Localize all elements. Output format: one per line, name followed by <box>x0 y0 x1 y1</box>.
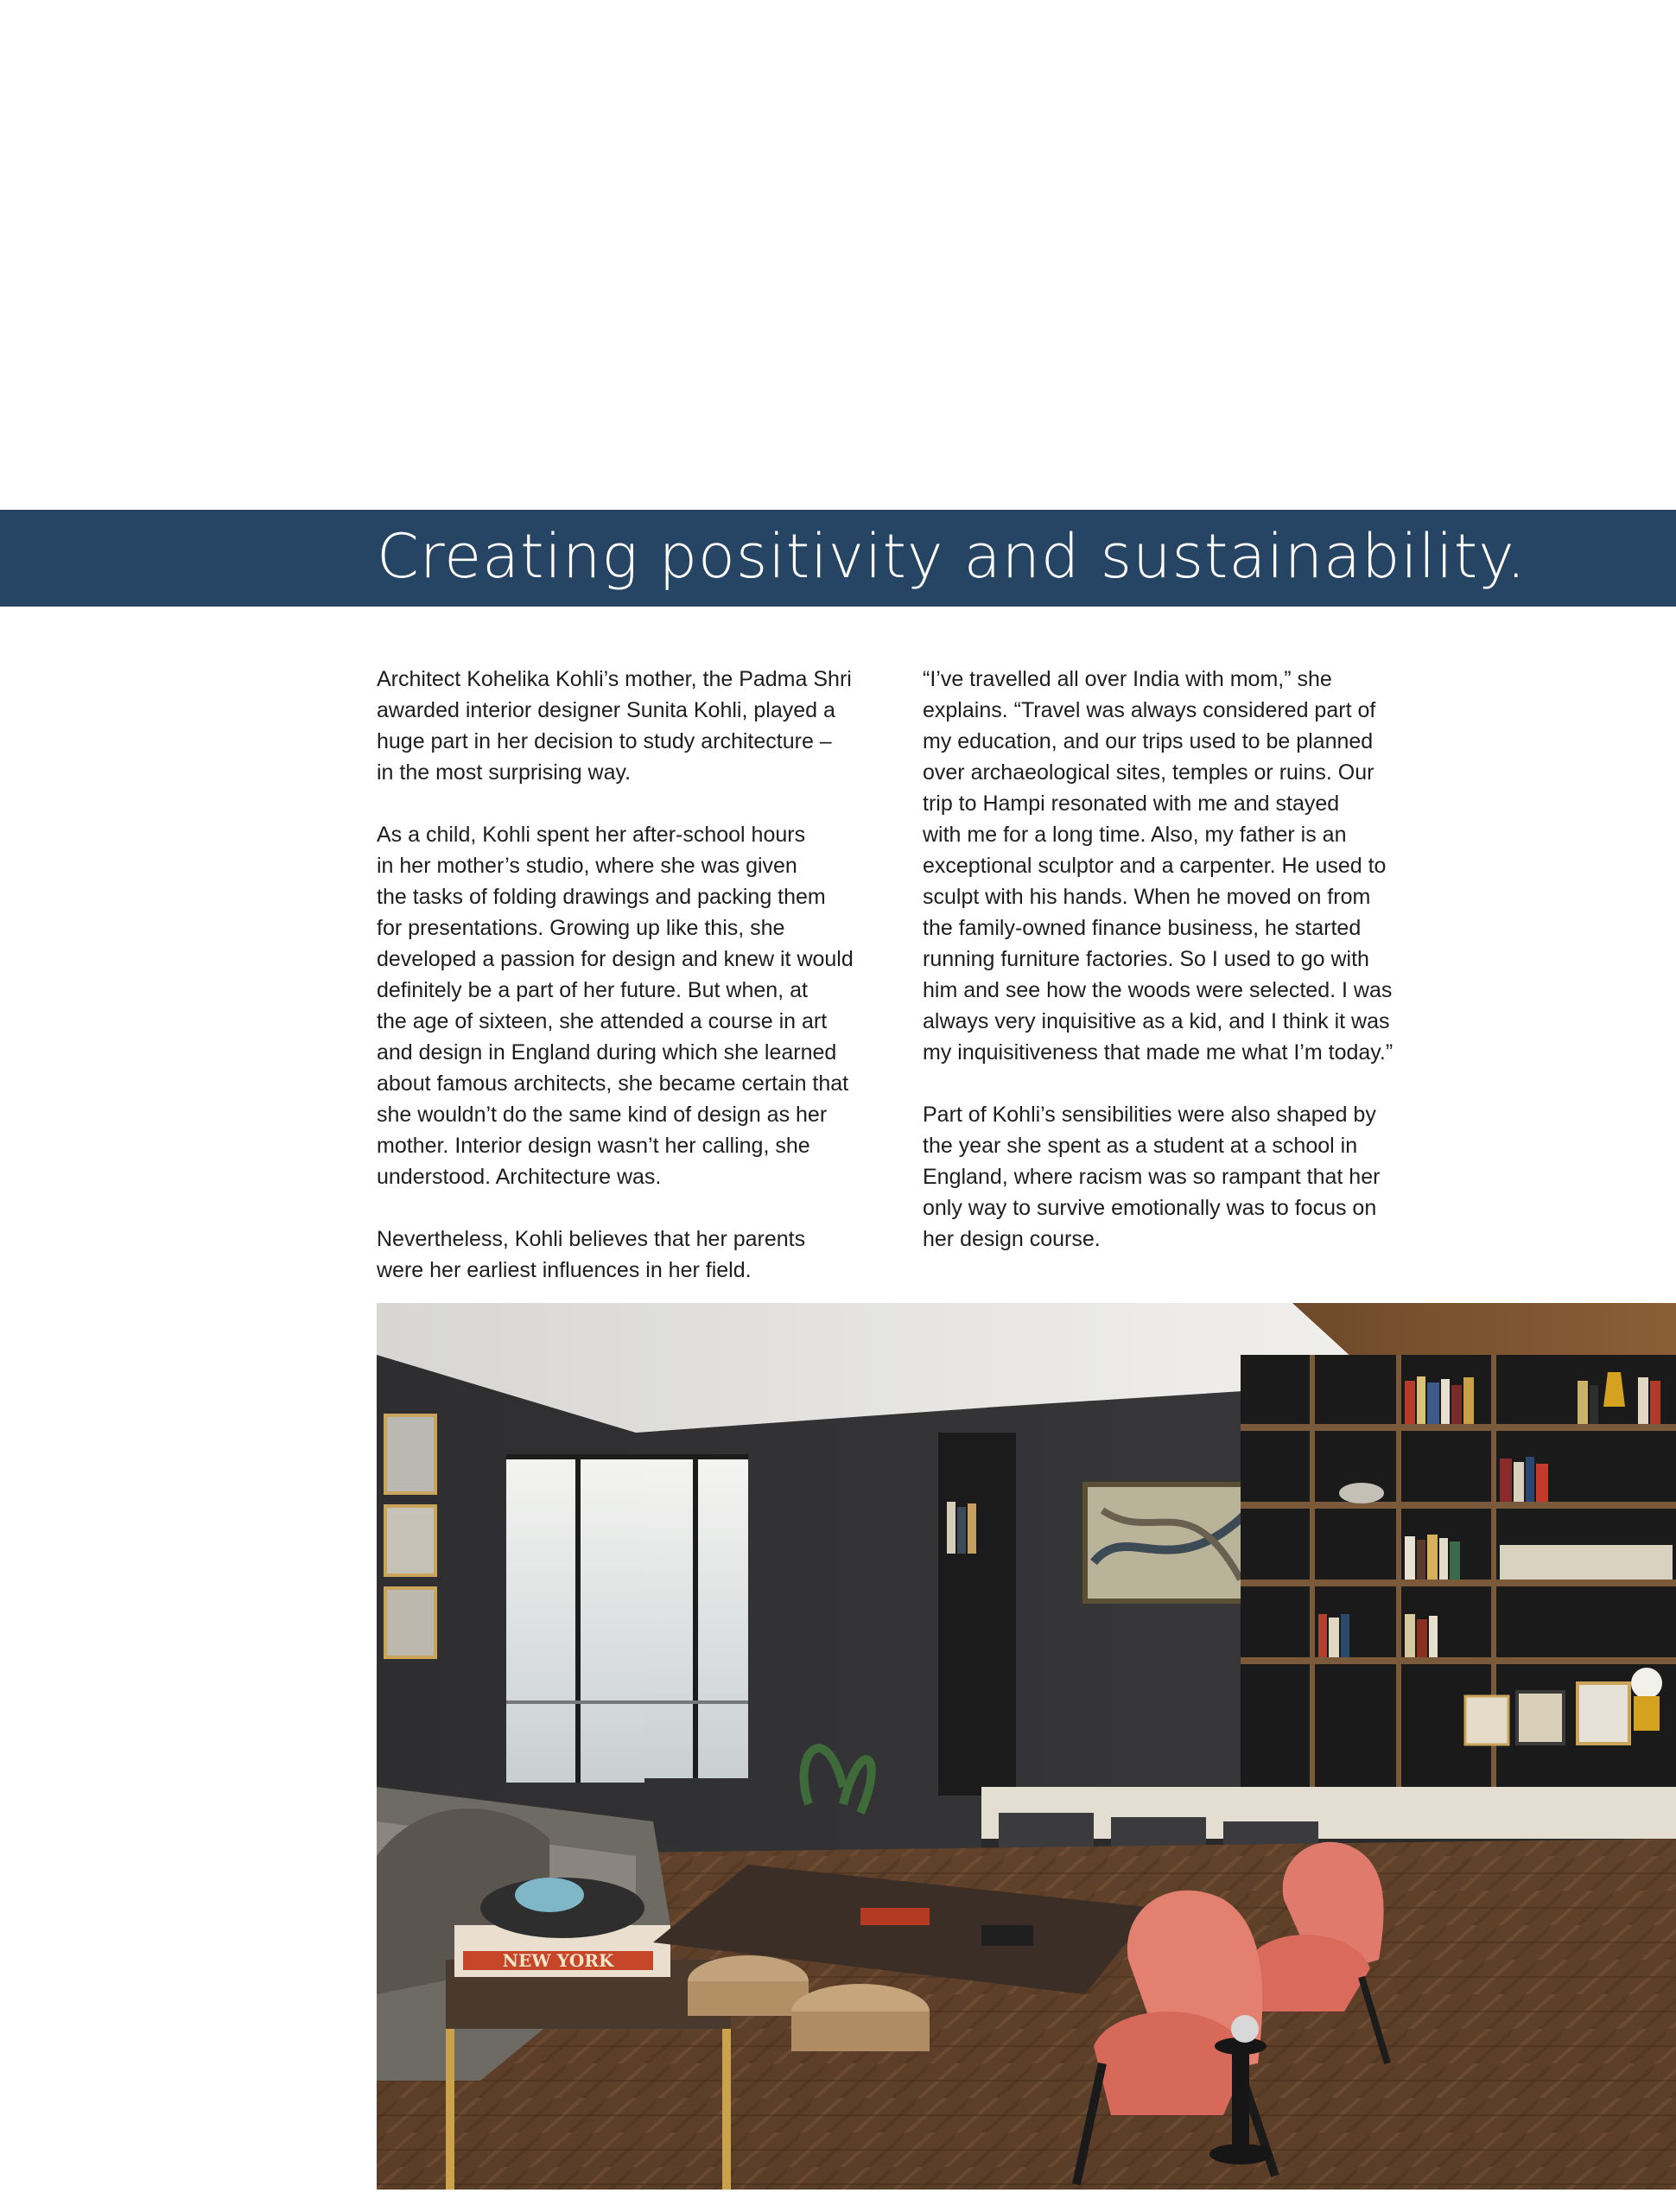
text-line: developed a passion for design and knew it would <box>377 947 854 971</box>
text-line: explains. “Travel was always considered part of <box>923 698 1376 722</box>
text-line: the family-owned finance business, he started <box>923 916 1362 940</box>
text-line: running furniture factories. So I used to go with <box>923 947 1369 971</box>
paragraph <box>377 664 912 788</box>
text-line: my inquisitiveness that made me what I’m today.” <box>923 1040 1393 1065</box>
text-line: Part of Kohli’s sensibilities were also shaped by <box>923 1103 1376 1127</box>
text-line: definitely be a part of her future. But when, at <box>377 978 808 1002</box>
book-label: NEW YORK <box>502 1950 614 1971</box>
interior-photo <box>377 1303 1676 2190</box>
text-line: As a child, Kohli spent her after-school hours <box>377 823 806 847</box>
text-line: understood. Architecture was. <box>377 1165 662 1189</box>
text-line: only way to survive emotionally was to focus on <box>923 1196 1377 1220</box>
text-line: trip to Hampi resonated with me and stayed <box>923 791 1340 816</box>
text-line: awarded interior designer Sunita Kohli, played a <box>377 698 835 722</box>
text-line: England, where racism was so rampant that her <box>923 1165 1381 1189</box>
text-line: mother. Interior design wasn’t her calling, she <box>377 1134 810 1158</box>
right-column <box>923 664 1441 1286</box>
text-line: her design course. <box>923 1227 1101 1251</box>
text-line: the tasks of folding drawings and packing them <box>377 885 826 909</box>
paragraph <box>377 819 912 1192</box>
text-line: in her mother’s studio, where she was given <box>377 854 797 878</box>
paragraph <box>377 1224 912 1286</box>
text-line: over archaeological sites, temples or ruins. Our <box>923 760 1374 785</box>
text-line: and design in England during which she learned <box>377 1040 837 1065</box>
paragraph <box>923 664 1441 1068</box>
text-line: with me for a long time. Also, my father is an <box>923 823 1347 847</box>
left-column <box>377 664 912 1317</box>
article-title: Creating positivity and sustainability. <box>377 521 1527 592</box>
paragraph <box>923 1099 1441 1255</box>
text-line: in the most surprising way. <box>377 760 632 785</box>
text-line: always very inquisitive as a kid, and I think it was <box>923 1009 1390 1033</box>
text-line: “I’ve travelled all over India with mom,” she <box>923 667 1332 691</box>
text-line: about famous architects, she became certain that <box>377 1071 849 1096</box>
text-line: my education, and our trips used to be planned <box>923 729 1374 753</box>
text-line: him and see how the woods were selected. I was <box>923 978 1393 1002</box>
text-line: exceptional sculptor and a carpenter. He used to <box>923 854 1387 878</box>
text-line: for presentations. Growing up like this, she <box>377 916 785 940</box>
title-band <box>0 510 1676 607</box>
text-line: sculpt with his hands. When he moved on from <box>923 885 1371 909</box>
text-line: the year she spent as a student at a school in <box>923 1134 1358 1158</box>
text-line: she wouldn’t do the same kind of design as her <box>377 1103 828 1127</box>
text-line: were her earliest influences in her field. <box>377 1258 752 1282</box>
text-line: huge part in her decision to study architecture – <box>377 729 832 753</box>
text-line: Nevertheless, Kohli believes that her parents <box>377 1227 806 1251</box>
text-line: Architect Kohelika Kohli’s mother, the Padma Shri <box>377 667 852 691</box>
text-line: the age of sixteen, she attended a course in art <box>377 1009 828 1033</box>
